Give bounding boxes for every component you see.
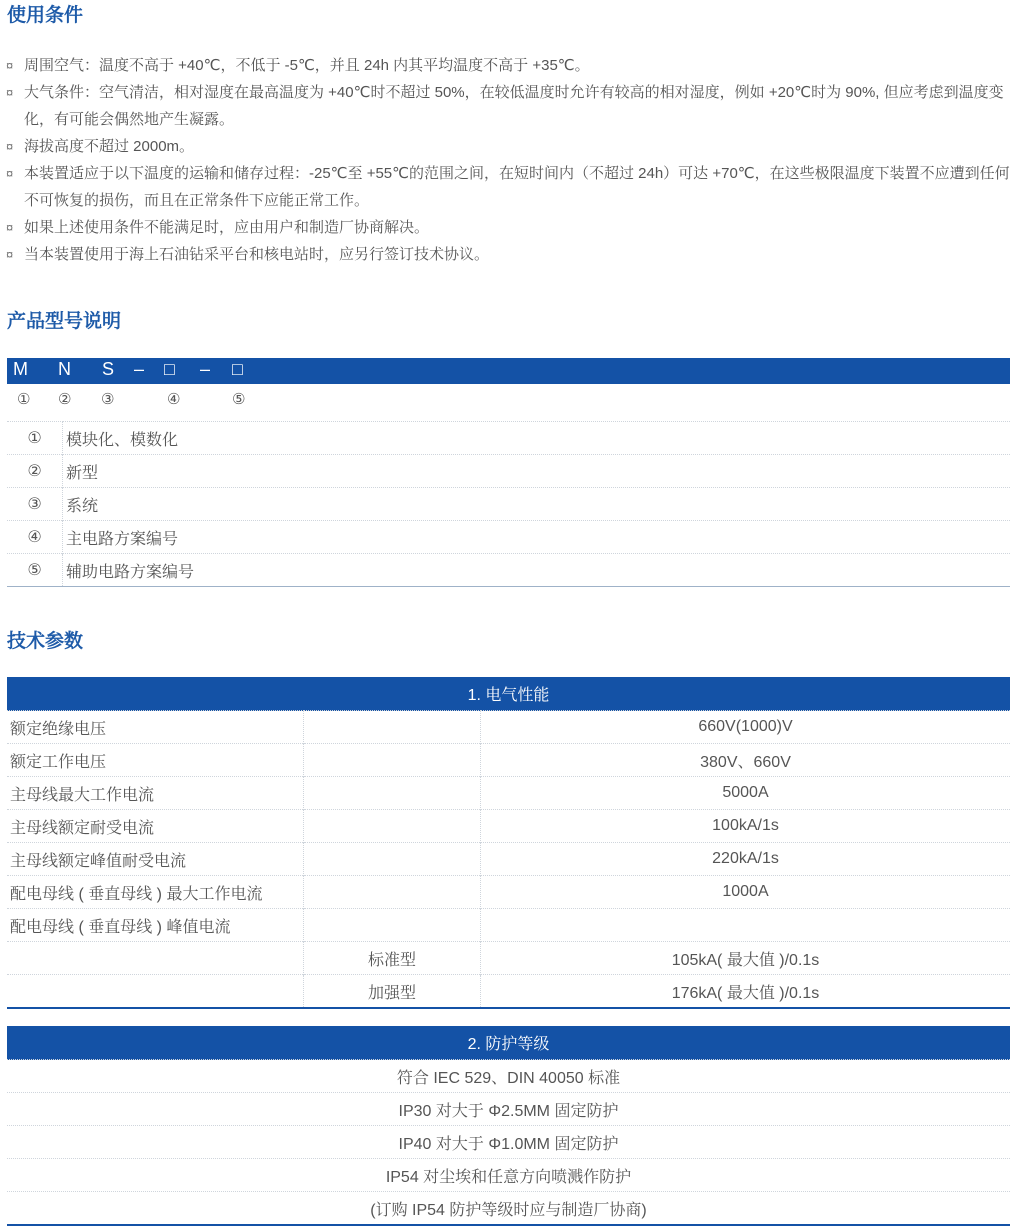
electrical-table — [7, 677, 1010, 1009]
table-row — [7, 876, 1010, 909]
bullet-icon: ¤ — [6, 58, 14, 73]
model-number: ② — [58, 391, 72, 408]
model-number-row — [7, 390, 1010, 414]
model-code-char: S — [102, 359, 115, 379]
param-name: 主母线额定耐受电流 — [7, 810, 304, 843]
condition-text: 大气条件：空气清洁，相对湿度在最高温度为 +40℃时不超过 50%，在较低温度时允许有较高的相对湿度，例如 +20℃时为 90%, 但应考虑到温度变化，有可能会偶然地产生凝露。 — [24, 84, 1004, 128]
condition-item — [6, 160, 1012, 214]
section-title-params: 技术参数 — [7, 631, 84, 652]
param-sub — [304, 777, 481, 810]
param-sub — [304, 909, 481, 942]
param-name: 额定绝缘电压 — [7, 711, 304, 744]
legend-number: ④ — [7, 521, 63, 554]
param-sub — [304, 711, 481, 744]
param-sub — [304, 744, 481, 777]
model-number: ⑤ — [232, 391, 246, 408]
condition-text: 当本装置使用于海上石油钻采平台和核电站时，应另行签订技术协议。 — [24, 246, 490, 263]
table-row — [7, 744, 1010, 777]
bullet-icon: ¤ — [6, 139, 14, 154]
protection-table-header: 2. 防护等级 — [7, 1026, 1010, 1060]
condition-item — [6, 241, 1012, 268]
model-number: ③ — [101, 391, 115, 408]
legend-number: ② — [7, 455, 63, 488]
table-row — [7, 942, 1010, 975]
legend-desc: 新型 — [63, 455, 1011, 488]
table-row — [7, 1060, 1010, 1093]
param-sub: 标准型 — [304, 942, 481, 975]
legend-row — [7, 422, 1010, 455]
condition-text: 如果上述使用条件不能满足时，应由用户和制造厂协商解决。 — [24, 219, 430, 236]
condition-item — [6, 52, 1012, 79]
param-sub — [304, 810, 481, 843]
legend-desc: 辅助电路方案编号 — [63, 554, 1011, 587]
table-row — [7, 810, 1010, 843]
table-row — [7, 909, 1010, 942]
condition-item — [6, 133, 1012, 160]
condition-text: 本装置适应于以下温度的运输和储存过程：-25℃至 +55℃的范围之间，在短时间内（不超过 24h）可达 +70℃，在这些极限温度下装置不应遭到任何不可恢复的损伤，而且在正常条件下应能正常工作。 — [24, 165, 1010, 209]
protection-item: IP30 对大于 Φ2.5MM 固定防护 — [7, 1093, 1010, 1126]
table-row — [7, 1126, 1010, 1159]
bullet-icon: ¤ — [6, 166, 14, 181]
section-title-conditions: 使用条件 — [7, 5, 84, 26]
model-code-box: □ — [232, 359, 243, 379]
table-row — [7, 711, 1010, 744]
param-sub — [304, 876, 481, 909]
param-value: 1000A — [481, 876, 1011, 909]
model-code-dash: – — [200, 359, 211, 379]
param-value: 380V、660V — [481, 744, 1011, 777]
table-row — [7, 975, 1010, 1009]
legend-desc: 主电路方案编号 — [63, 521, 1011, 554]
param-value: 660V(1000)V — [481, 711, 1011, 744]
param-name: 主母线额定峰值耐受电流 — [7, 843, 304, 876]
param-name: 配电母线 ( 垂直母线 ) 峰值电流 — [7, 909, 304, 942]
section-title-model: 产品型号说明 — [7, 311, 122, 332]
model-code-char: M — [13, 359, 28, 379]
legend-row — [7, 554, 1010, 587]
param-value: 100kA/1s — [481, 810, 1011, 843]
param-value: 5000A — [481, 777, 1011, 810]
legend-number: ③ — [7, 488, 63, 521]
param-value: 220kA/1s — [481, 843, 1011, 876]
protection-item: IP40 对大于 Φ1.0MM 固定防护 — [7, 1126, 1010, 1159]
model-legend-table — [7, 421, 1010, 587]
param-name: 主母线最大工作电流 — [7, 777, 304, 810]
legend-desc: 系统 — [63, 488, 1011, 521]
param-name: 额定工作电压 — [7, 744, 304, 777]
bullet-icon: ¤ — [6, 85, 14, 100]
bullet-icon: ¤ — [6, 220, 14, 235]
table-row — [7, 1192, 1010, 1226]
protection-item: 符合 IEC 529、DIN 40050 标准 — [7, 1060, 1010, 1093]
model-number: ④ — [167, 391, 181, 408]
table-row — [7, 1159, 1010, 1192]
model-code-char: N — [58, 359, 71, 379]
condition-item — [6, 214, 1012, 241]
model-code-bar — [7, 358, 1010, 384]
bullet-icon: ¤ — [6, 247, 14, 262]
param-name — [7, 975, 304, 1009]
table-row — [7, 1093, 1010, 1126]
legend-row — [7, 521, 1010, 554]
table-row — [7, 777, 1010, 810]
param-name: 配电母线 ( 垂直母线 ) 最大工作电流 — [7, 876, 304, 909]
param-name — [7, 942, 304, 975]
protection-item: (订购 IP54 防护等级时应与制造厂协商) — [7, 1192, 1010, 1226]
condition-text: 周围空气：温度不高于 +40℃，不低于 -5℃，并且 24h 内其平均温度不高于 +35℃。 — [24, 57, 590, 74]
electrical-table-header: 1. 电气性能 — [7, 677, 1010, 711]
legend-row — [7, 455, 1010, 488]
legend-desc: 模块化、模数化 — [63, 422, 1011, 455]
model-number: ① — [17, 391, 31, 408]
condition-text: 海拔高度不超过 2000m。 — [24, 138, 195, 155]
condition-item — [6, 79, 1012, 133]
model-code-dash: – — [134, 359, 145, 379]
conditions-list — [6, 52, 1012, 268]
legend-number: ① — [7, 422, 63, 455]
param-sub — [304, 843, 481, 876]
legend-row — [7, 488, 1010, 521]
table-row — [7, 843, 1010, 876]
protection-table — [7, 1026, 1010, 1226]
param-value: 176kA( 最大值 )/0.1s — [481, 975, 1011, 1009]
protection-item: IP54 对尘埃和任意方向喷溅作防护 — [7, 1159, 1010, 1192]
param-value: 105kA( 最大值 )/0.1s — [481, 942, 1011, 975]
param-sub: 加强型 — [304, 975, 481, 1009]
model-code-box: □ — [164, 359, 175, 379]
param-value — [481, 909, 1011, 942]
legend-number: ⑤ — [7, 554, 63, 587]
